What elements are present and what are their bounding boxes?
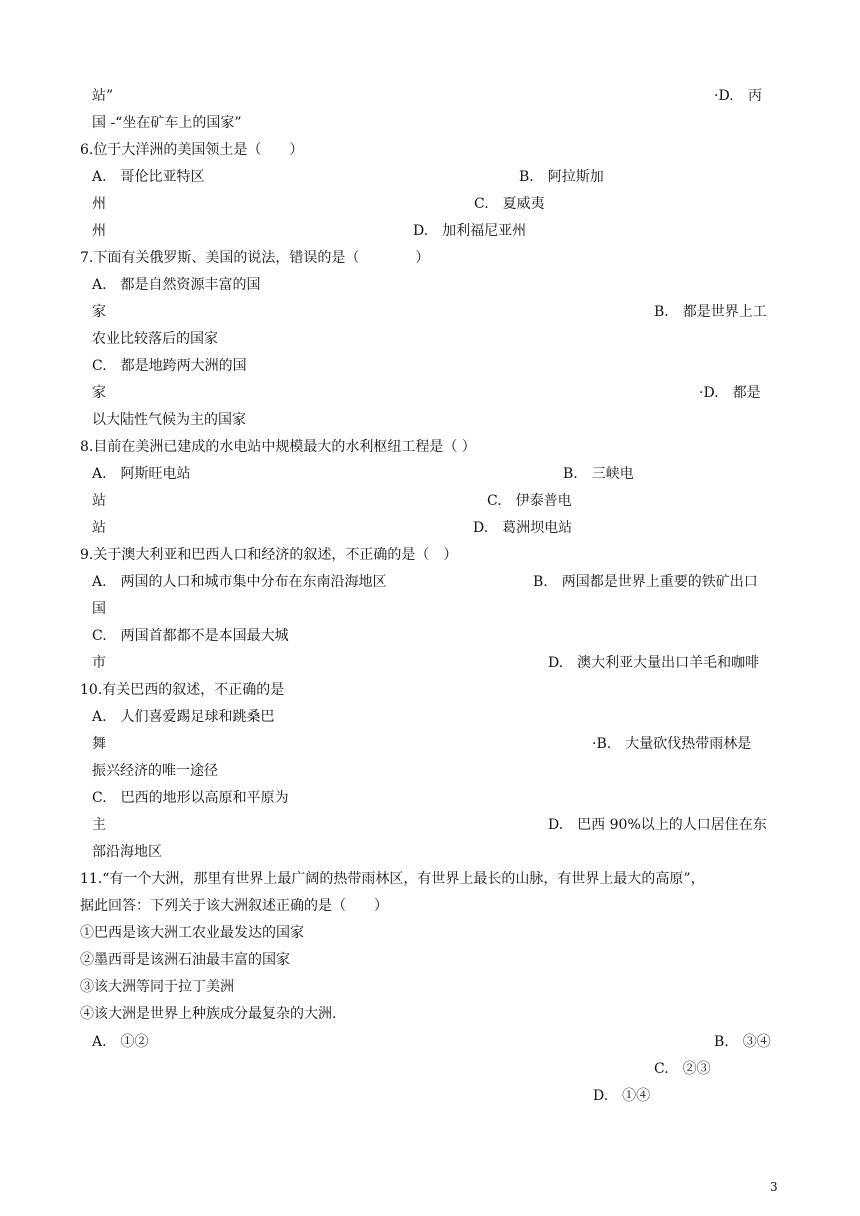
- statement: ①巴西是该大洲工农业最发达的国家: [80, 925, 304, 941]
- option-d: ·D. 都是: [699, 385, 761, 401]
- option-continuation: 振兴经济的唯一途径: [92, 763, 218, 779]
- question-stem: 6.位于大洋洲的美国领土是（ ）: [80, 142, 304, 158]
- option-b: B. ③④: [714, 1034, 771, 1050]
- option-d-label: ·D.: [714, 88, 734, 104]
- option-a: A. 阿斯旺电站: [92, 466, 191, 482]
- option-continuation: 州: [92, 196, 106, 212]
- option-continuation: 以大陆性气候为主的国家: [92, 412, 246, 428]
- option-d: D. 澳大利亚大量出口羊毛和咖啡: [548, 655, 760, 671]
- option-b: B. 都是世界上工: [654, 304, 767, 320]
- text-line: 国 -“坐在矿车上的国家”: [92, 115, 242, 131]
- option-continuation: 部沿海地区: [92, 844, 162, 860]
- question-stem: 11.“有一个大洲，那里有世界上最广阔的热带雨林区，有世界上最长的山脉，有世界上最大的高原”，: [80, 871, 705, 887]
- statement: ③该大洲等同于拉丁美洲: [80, 979, 234, 995]
- option-c: C. 巴西的地形以高原和平原为: [92, 790, 289, 806]
- option-b: B. 三峡电: [563, 466, 634, 482]
- question-stem: 据此回答：下列关于该大洲叙述正确的是（ ）: [80, 898, 388, 914]
- option-b: ·B. 大量砍伐热带雨林是: [592, 736, 752, 752]
- option-d-text: 丙: [748, 88, 762, 104]
- option-continuation: 农业比较落后的国家: [92, 331, 218, 347]
- option-a: A. 人们喜爱踢足球和跳桑巴: [92, 709, 275, 725]
- option-a: A. ①②: [92, 1034, 149, 1050]
- option-d: D. 加利福尼亚州: [413, 223, 527, 239]
- option-continuation: 国: [92, 601, 106, 617]
- option-a: A. 哥伦比亚特区: [92, 169, 205, 185]
- question-stem: 8.目前在美洲已建成的水电站中规模最大的水利枢纽工程是（ ）: [80, 439, 476, 455]
- option-continuation: 站: [92, 520, 106, 536]
- option-continuation: 家: [92, 385, 106, 401]
- option-d: D. 葛洲坝电站: [473, 520, 573, 536]
- option-b: B. 阿拉斯加: [519, 169, 604, 185]
- text-line: 站”: [92, 88, 114, 104]
- page-number: 3: [770, 1180, 778, 1194]
- option-c: C. 两国首都都不是本国最大城: [92, 628, 289, 644]
- option-d: D. 巴西 90%以上的人口居住在东: [548, 817, 767, 833]
- option-continuation: 家: [92, 304, 106, 320]
- option-c: C. 夏威夷: [474, 196, 545, 212]
- option-continuation: 州: [92, 223, 106, 239]
- statement: ②墨西哥是该洲石油最丰富的国家: [80, 952, 290, 968]
- option-c: C. 都是地跨两大洲的国: [92, 358, 247, 374]
- option-a: A. 两国的人口和城市集中分布在东南沿海地区: [92, 574, 387, 590]
- statement: ④该大洲是世界上种族成分最复杂的大洲.: [80, 1006, 337, 1022]
- option-continuation: 站: [92, 493, 106, 509]
- option-c: C. ②③: [654, 1061, 711, 1077]
- option-b: B. 两国都是世界上重要的铁矿出口: [533, 574, 758, 590]
- option-a: A. 都是自然资源丰富的国: [92, 277, 261, 293]
- option-c: C. 伊泰普电: [487, 493, 572, 509]
- option-continuation: 市: [92, 655, 106, 671]
- question-stem: 7.下面有关俄罗斯、美国的说法，错误的是（ ）: [80, 250, 430, 266]
- option-continuation: 主: [92, 817, 106, 833]
- option-continuation: 舞: [92, 736, 106, 752]
- question-stem: 9.关于澳大利亚和巴西人口和经济的叙述，不正确的是（ ）: [80, 547, 458, 563]
- option-d: D. ①④: [593, 1088, 651, 1104]
- question-stem: 10.有关巴西的叙述，不正确的是: [80, 682, 285, 698]
